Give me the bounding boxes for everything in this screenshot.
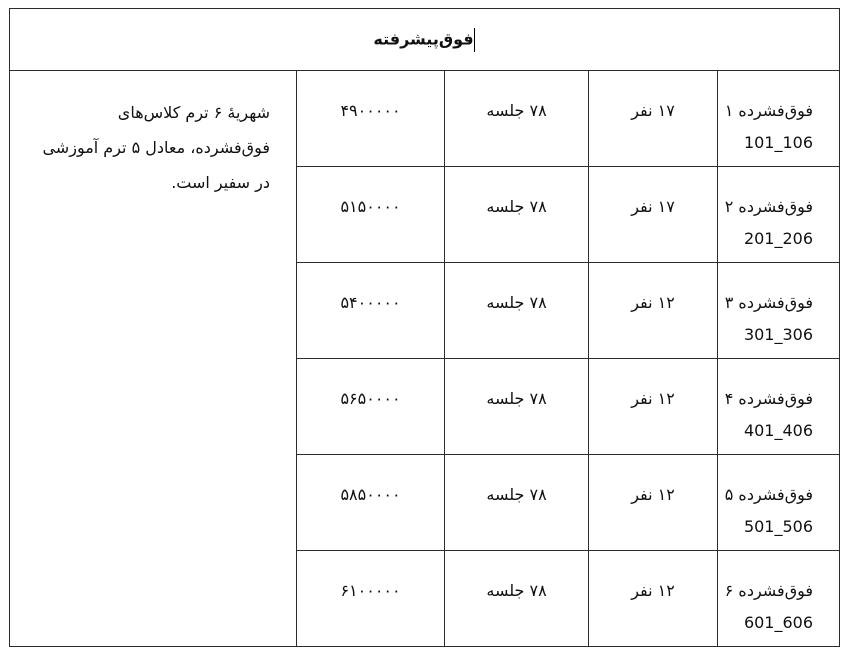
price-cell xyxy=(297,359,445,455)
course-name: فوق‌فشرده ۵ xyxy=(724,485,814,504)
table-row xyxy=(10,71,840,167)
course-name: فوق‌فشرده ۳ xyxy=(724,293,814,312)
sessions: ۷۸ جلسه xyxy=(486,101,547,120)
course-code: 501_506 xyxy=(743,517,814,536)
course-cell xyxy=(718,551,840,647)
sessions-cell xyxy=(445,551,589,647)
price-cell xyxy=(297,167,445,263)
note-text: شهریهٔ ۶ ترم کلاس‌های فوق‌فشرده، معادل ۵ ترم آموزشی در سفیر است. xyxy=(42,103,271,192)
text-cursor xyxy=(474,28,475,52)
course-code: 101_106 xyxy=(743,133,814,152)
price: ۵۸۵۰۰۰۰ xyxy=(340,485,401,504)
capacity-cell xyxy=(589,551,718,647)
course-name: فوق‌فشرده ۱ xyxy=(724,101,814,120)
course-name: فوق‌فشرده ۶ xyxy=(724,581,814,600)
capacity: ۱۲ نفر xyxy=(631,293,675,312)
sessions: ۷۸ جلسه xyxy=(486,293,547,312)
capacity: ۱۷ نفر xyxy=(631,101,675,120)
sessions: ۷۸ جلسه xyxy=(486,485,547,504)
capacity: ۱۲ نفر xyxy=(631,581,675,600)
table-title-cell xyxy=(10,9,840,71)
price: ۵۶۵۰۰۰۰ xyxy=(340,389,401,408)
price-cell xyxy=(297,455,445,551)
price: ۶۱۰۰۰۰۰ xyxy=(340,581,401,600)
course-code: 201_206 xyxy=(743,229,814,248)
table-title: فوق‌پیشرفته xyxy=(373,29,474,48)
note-cell xyxy=(10,71,297,647)
capacity-cell xyxy=(589,167,718,263)
course-cell xyxy=(718,167,840,263)
price: ۵۴۰۰۰۰۰ xyxy=(340,293,401,312)
course-code: 601_606 xyxy=(743,613,814,632)
capacity-cell xyxy=(589,455,718,551)
price: ۴۹۰۰۰۰۰ xyxy=(340,101,401,120)
price-cell xyxy=(297,551,445,647)
course-table xyxy=(9,8,840,647)
sessions: ۷۸ جلسه xyxy=(486,581,547,600)
capacity-cell xyxy=(589,71,718,167)
price-cell xyxy=(297,71,445,167)
sessions: ۷۸ جلسه xyxy=(486,389,547,408)
capacity: ۱۷ نفر xyxy=(631,197,675,216)
capacity: ۱۲ نفر xyxy=(631,485,675,504)
sessions-cell xyxy=(445,71,589,167)
course-cell xyxy=(718,359,840,455)
course-cell xyxy=(718,71,840,167)
capacity: ۱۲ نفر xyxy=(631,389,675,408)
title-wrap[interactable] xyxy=(373,28,475,52)
price: ۵۱۵۰۰۰۰ xyxy=(340,197,401,216)
sessions: ۷۸ جلسه xyxy=(486,197,547,216)
course-cell xyxy=(718,263,840,359)
course-name: فوق‌فشرده ۴ xyxy=(724,389,814,408)
capacity-cell xyxy=(589,359,718,455)
price-cell xyxy=(297,263,445,359)
course-code: 301_306 xyxy=(743,325,814,344)
sessions-cell xyxy=(445,359,589,455)
course-code: 401_406 xyxy=(743,421,814,440)
sessions-cell xyxy=(445,167,589,263)
course-cell xyxy=(718,455,840,551)
course-name: فوق‌فشرده ۲ xyxy=(724,197,814,216)
sessions-cell xyxy=(445,263,589,359)
sessions-cell xyxy=(445,455,589,551)
capacity-cell xyxy=(589,263,718,359)
